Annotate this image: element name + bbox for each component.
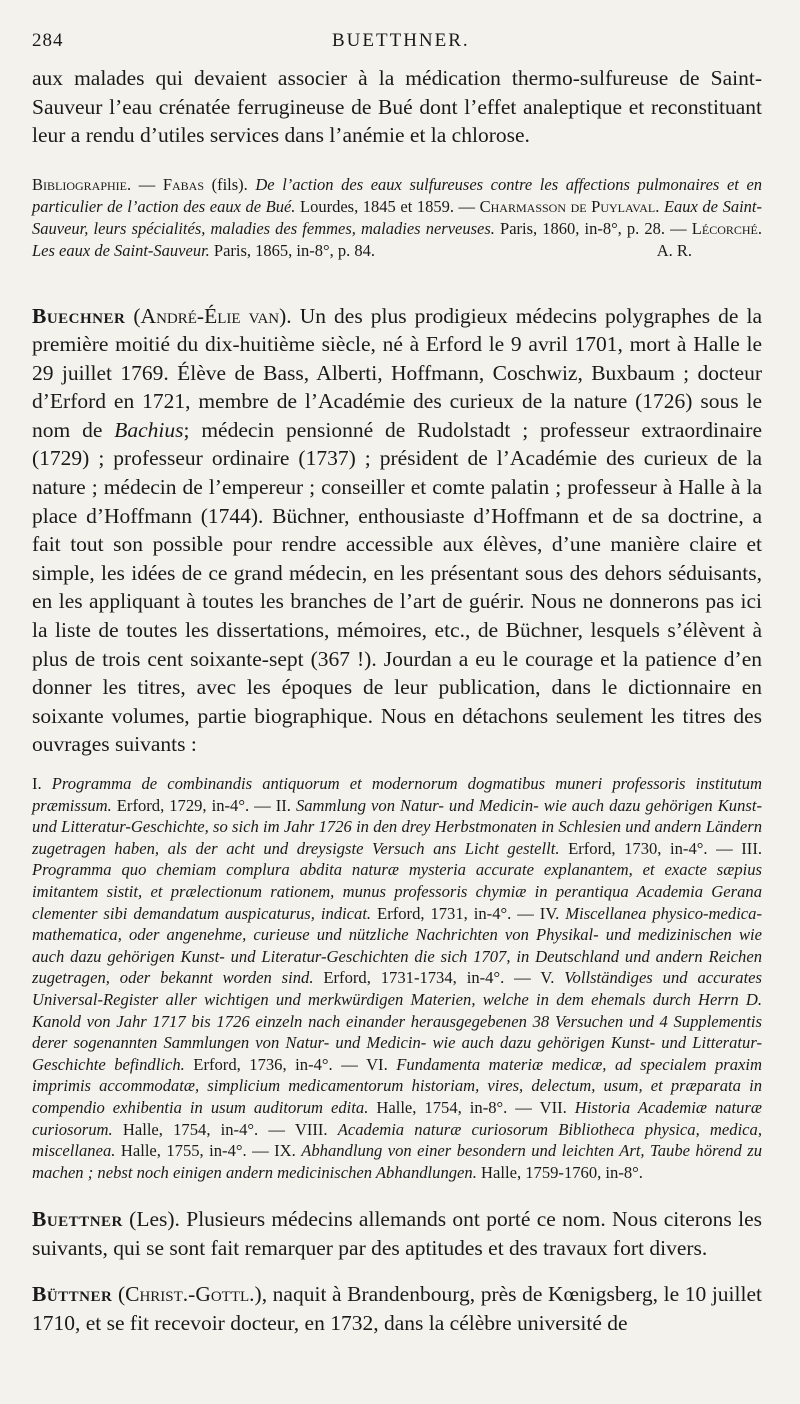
- work-title: Abhandlung von einer besondern und leichten Art, Taube hörend zu machen ; nebst noch einigen andern medicinischen Abhandlungen.: [32, 1141, 762, 1182]
- entry-body: Un des plus prodigieux médecins polygraphes de la première moitié du dix-huitième siècle, né à Erford le 9 avril 1701, mort à Halle le 29 juillet 1769. Élève de Bass, Alberti, Hoffmann, Coschwiz, Buxbaum ; docteur d’Erford en 1721, membre de l’Académie des curieux de la nature (1726) sous le nom de: [32, 303, 763, 442]
- work-number: IV.: [539, 903, 566, 923]
- intro-paragraph: aux malades qui devaient associer à la médication thermo-sulfureuse de Saint-Sauveur l’eau crénatée ferrugineuse de Bué dont l’effet analeptique et reconstituant leur a rendu d’utiles services dans l’anémie et la chlorose.: [32, 66, 762, 147]
- work-number: VI.: [366, 1054, 397, 1074]
- bibliography-title: Eaux de Saint-Sauveur, leurs spécialités, maladies des femmes, maladies nerveuses.: [32, 196, 763, 238]
- entry-names: (Les).: [122, 1207, 187, 1232]
- entry-buttner: [32, 1280, 762, 1337]
- entry-alias: Bachius: [114, 417, 184, 442]
- bibliography-separator: .: [655, 196, 664, 216]
- bibliography-title: Les eaux de Saint-Sauveur.: [32, 240, 210, 260]
- entry-body-continued: ; médecin pensionné de Rudolstadt ; professeur extraordinaire (1729) ; professeur ordinaire (1737) ; président de l’Académie des curieux de la nature ; médecin de l’empereur ; conseiller et comte palatin ; professeur à Halle à la place d’Hoffmann (1744). Büchner, enthousiaste d’Hoffmann et de sa doctrine, a fait tout son possible pour rendre accessible aux élèves, d’une manière claire et simple, les idées de ce grand médecin, en les présentant sous des dehors séduisants, en les appliquant à toutes les branches de l’art de guérir. Nous ne donnerons pas ici la liste de toutes les dissertations, mémoires, etc., de Büchner, lesquels s’élèvent à plus de trois cent soixante-sept (367 !). Jourdan a eu le courage et la patience d’en donner les titres, avec les époques de leur publication, dans le dictionnaire en soixante volumes, partie biographique. Nous en détachons seulement les titres des ouvrages suivants :: [32, 417, 762, 757]
- work-number: VII.: [539, 1097, 575, 1117]
- work-publication: Halle, 1754, in-8°. —: [368, 1097, 540, 1117]
- bibliography-author: Fabas: [162, 174, 204, 194]
- work-publication: Erford, 1731, in-4°. —: [371, 903, 540, 923]
- work-number: VIII.: [294, 1119, 338, 1139]
- work-number: I.: [32, 774, 52, 793]
- work-number: IX.: [274, 1141, 302, 1161]
- bibliography-author: Charmasson de Puylaval: [479, 196, 656, 216]
- bibliography-publication: Paris, 1865, in-8°, p. 84.: [209, 240, 375, 260]
- bibliography-separator: .: [757, 218, 762, 238]
- work-publication: Erford, 1729, in-4°. —: [111, 795, 276, 815]
- bibliography-dash: —: [131, 174, 163, 194]
- entry-names: (Christ.-Gottl.),: [112, 1282, 273, 1307]
- entry-headword: Buechner: [32, 303, 126, 328]
- work-number: III.: [741, 838, 762, 858]
- work-number: II.: [275, 795, 296, 815]
- work-title: Historia Academiæ naturæ curiosorum.: [32, 1097, 762, 1139]
- work-title: Academia naturæ curiosorum Bibliotheca physica, medica, miscellanea.: [32, 1119, 762, 1161]
- bibliography-label: Bibliographie.: [32, 174, 132, 194]
- work-publication: Erford, 1731-1734, in-4°. —: [313, 968, 541, 988]
- work-title: Vollständiges und accurates Universal-Register aller wichtigen und merkwürdigen Materien, welche in dem ehemals durch Herrn D. Kanold von Jahr 1717 bis 1726 einzeln nach einander herausgegebenen 38 Versuchen und 4 Supplementis derer sogenannten Sammlungen von Natur- und Medicin- wie auch dazu gehörigen Kunst- und Litteratur-Geschichte befindlich.: [32, 968, 762, 1074]
- entry-names: (André-Élie van).: [125, 303, 300, 328]
- work-title: Programma de combinandis antiquorum et modernorum dogmatibus muneri professoris institutum præmissum.: [32, 774, 763, 815]
- running-title: BUETTHNER.: [332, 30, 470, 51]
- work-publication: Erford, 1730, in-4°. —: [559, 838, 742, 858]
- work-title: Miscellanea physico-medica-mathematica, oder angenehme, curieuse und nützliche Nachrichten von Physikal- und medizinischen wie auch dazu gehörigen Kunst- und Literatur-Geschichten die sich 1707, in Deutschland und andern Reichen zugetragen, oder bekannt worden sind.: [32, 903, 762, 988]
- entry-buettner: [32, 1205, 762, 1262]
- running-head: [32, 30, 762, 64]
- entry-headword: Buettner: [32, 1207, 123, 1232]
- work-publication: Halle, 1754, in-4°. —: [112, 1119, 295, 1139]
- bibliography-author: Lécorché: [691, 218, 758, 238]
- work-title: Fundamenta materiæ medicæ, ad specialem praxim imprimis accommodatæ, simplicium medicamentorum historiam, vires, delectum, usum, et præparata in compendio exhibentia in usum auditorum edita.: [32, 1054, 763, 1117]
- entry-body: naquit à Brandenbourg, près de Kœnigsberg, le 10 juillet 1710, et se fit recevoir docteur, en 1732, dans la célèbre université de: [32, 1282, 762, 1336]
- bibliography-author-note: (fils).: [204, 174, 256, 194]
- work-publication: Halle, 1759-1760, in-8°.: [476, 1162, 643, 1182]
- bibliography: [32, 174, 762, 262]
- bibliography-title: De l’action des eaux sulfureuses contre les affections pulmonaires et en particulier de l’action des eaux de Bué.: [32, 174, 763, 216]
- bibliography-publication: Paris, 1860, in-8°, p. 28. —: [494, 218, 692, 238]
- works-list: [32, 773, 762, 1183]
- work-title: Programma quo chemiam complura abdita naturæ mysteria accurate explanantem, et exacte sæpius imitantem sistit, et prælectionum rationem, munus professoris chymiæ in perantiqua Academia Gerana clementer sibi demandatum auspicaturus, indicat.: [32, 860, 762, 923]
- work-title: Sammlung von Natur- und Medicin- wie auch dazu gehörigen Kunst- und Litteratur-Geschichte, so sich im Jahr 1726 in den drey Herbstmonaten in Schlesien und andern Ländern zugetragen haben, als der acht und dreysigste Versuch ans Licht gestellt.: [32, 795, 762, 858]
- entry-headword: Büttner: [32, 1282, 113, 1307]
- entry-body: Plusieurs médecins allemands ont porté ce nom. Nous citerons les suivants, qui se sont fait remarquer par des aptitudes et des travaux fort divers.: [32, 1207, 762, 1260]
- work-publication: Erford, 1736, in-4°. —: [184, 1054, 367, 1074]
- page-number: 284: [32, 30, 64, 51]
- bibliography-publication: Lourdes, 1845 et 1859. —: [295, 196, 480, 216]
- author-signature: A. R.: [656, 240, 692, 260]
- work-number: V.: [540, 968, 565, 988]
- entry-buechner: [32, 302, 762, 760]
- work-publication: Halle, 1755, in-4°. —: [115, 1141, 275, 1161]
